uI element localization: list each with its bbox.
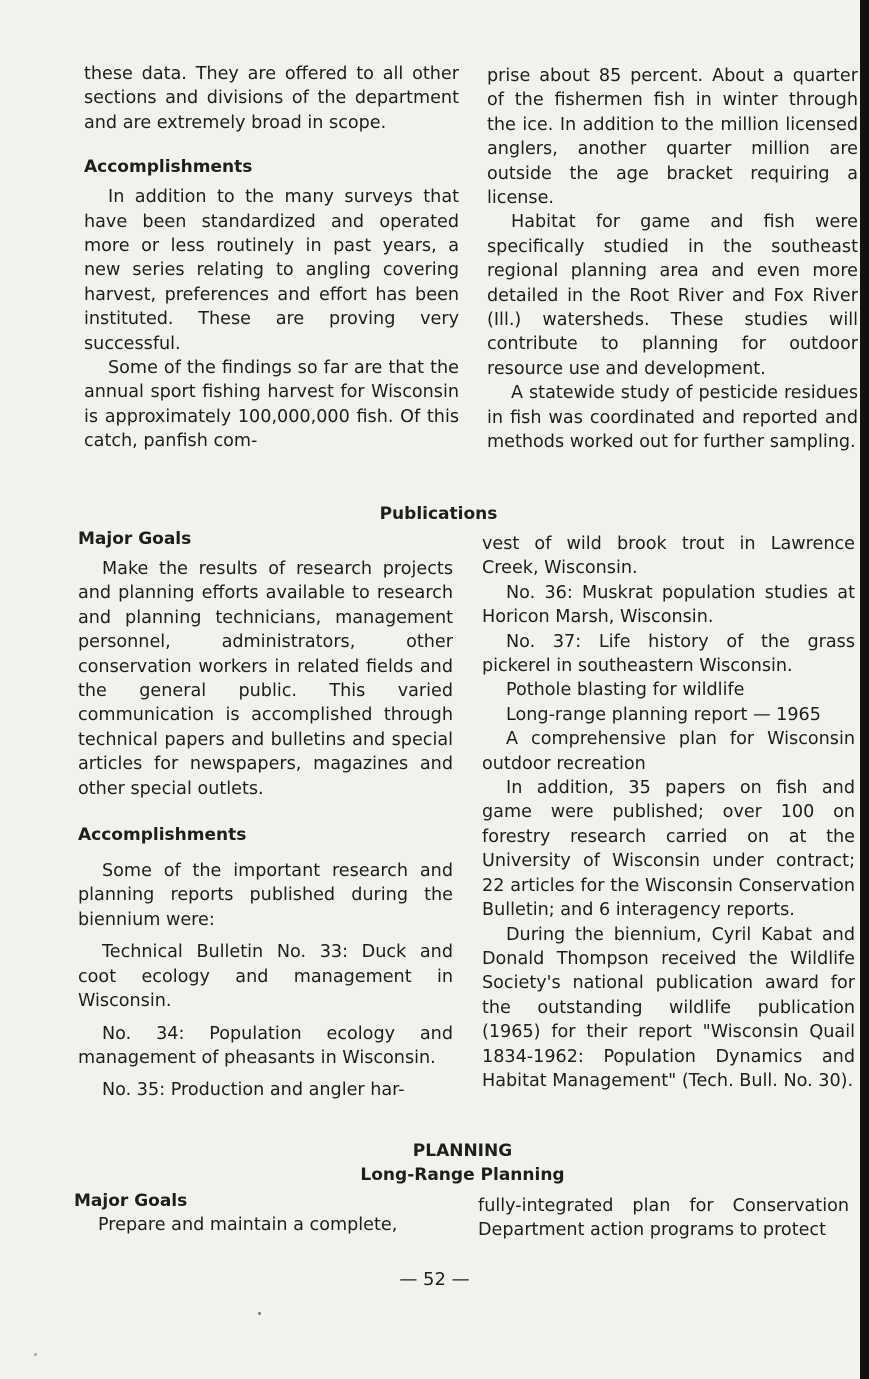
planning-right-column <box>478 1194 849 1243</box>
bulletin-34: No. 34: Population ecology and management of pheasants in Wisconsin. <box>78 1023 453 1068</box>
planning-goals-heading: Major Goals <box>74 1191 188 1211</box>
publications-goals-text: Make the results of research projects and planning efforts available to research and planning technicians, management personnel, administrators, other conservation workers in related fields and the general public. This varied communication is accomplished through technical papers and bulletins and special articles for newspapers, magazines and other special outlets. <box>78 559 453 799</box>
findings-paragraph: Some of the findings so far are that the annual sport fishing harvest for Wisconsin is approximately 100,000,000 fish. Of this catch, panfish com- <box>84 358 459 452</box>
bulletin-35: No. 35: Production and angler har- <box>102 1080 405 1101</box>
planning-title: PLANNING <box>412 1141 513 1161</box>
top-left-column <box>84 62 459 454</box>
publications-left-column <box>78 527 453 1103</box>
long-range-report: Long-range planning report — 1965 <box>506 704 821 725</box>
page-number: — 52 — <box>399 1269 470 1290</box>
long-range-planning-subtitle: Long-Range Planning <box>360 1165 565 1185</box>
intro-paragraph: these data. They are offered to all other sections and divisions of the department and are extremely broad in scope. <box>84 64 459 133</box>
surveys-paragraph: In addition to the many surveys that have been standardized and operated more or less routinely in past years, a new series relating to angling covering harvest, preferences and effort has been instituted. These are proving very successful. <box>84 187 459 354</box>
dust-speck <box>34 1353 37 1356</box>
publications-intro: Some of the important research and planning reports published during the biennium were: <box>78 861 453 930</box>
publications-right-column <box>482 532 855 1093</box>
publications-goals-heading: Major Goals <box>78 529 192 549</box>
pothole-report: Pothole blasting for wildlife <box>506 680 745 701</box>
fishing-paragraph: prise about 85 percent. About a quarter of the fishermen fish in winter through the ice. In addition to the million licensed anglers, another quarter million are outside the age bracket requiring a license. <box>487 66 858 209</box>
planning-left-column <box>74 1189 450 1237</box>
pesticide-paragraph: A statewide study of pesticide residues in fish was coordinated and reported and methods worked out for further sampling. <box>487 383 858 453</box>
dust-speck <box>258 1312 261 1315</box>
planning-goals-text: Prepare and maintain a complete, <box>98 1215 398 1235</box>
publications-accomplishments-heading: Accomplishments <box>78 825 247 846</box>
planning-continued-text: fully-integrated plan for Conservation Department action programs to protect <box>478 1196 849 1241</box>
top-right-column <box>487 64 858 455</box>
publications-title: Publications <box>379 504 498 524</box>
award-paragraph: During the biennium, Cyril Kabat and Donald Thompson received the Wildlife Society's national publication award for the outstanding wildlife publication (1965) for their report "Wisconsin Quail 1834-1962: Population Dynamics and Habitat Management" (Tech. Bull. No. 30). <box>482 924 855 1091</box>
accomplishments-heading: Accomplishments <box>84 157 253 178</box>
bulletin-35-continued: vest of wild brook trout in Lawrence Creek, Wisconsin. <box>482 534 855 579</box>
additional-papers-paragraph: In addition, 35 papers on fish and game were published; over 100 on forestry research carried on at the University of Wisconsin under contract; 22 articles for the Wisconsin Conservation Bulletin; and 6 interagency reports. <box>482 778 855 921</box>
comprehensive-plan-report: A comprehensive plan for Wisconsin outdoor recreation <box>482 729 855 774</box>
bulletin-36: No. 36: Muskrat population studies at Horicon Marsh, Wisconsin. <box>482 582 855 628</box>
habitat-paragraph: Habitat for game and fish were specifically studied in the southeast regional planning area and even more detailed in the Root River and Fox River (Ill.) watersheds. These studies will contribute to planning for outdoor resource use and development. <box>487 212 858 379</box>
bulletin-33: Technical Bulletin No. 33: Duck and coot ecology and management in Wisconsin. <box>78 942 453 1012</box>
bulletin-37: No. 37: Life history of the grass pickerel in southeastern Wisconsin. <box>482 631 855 677</box>
